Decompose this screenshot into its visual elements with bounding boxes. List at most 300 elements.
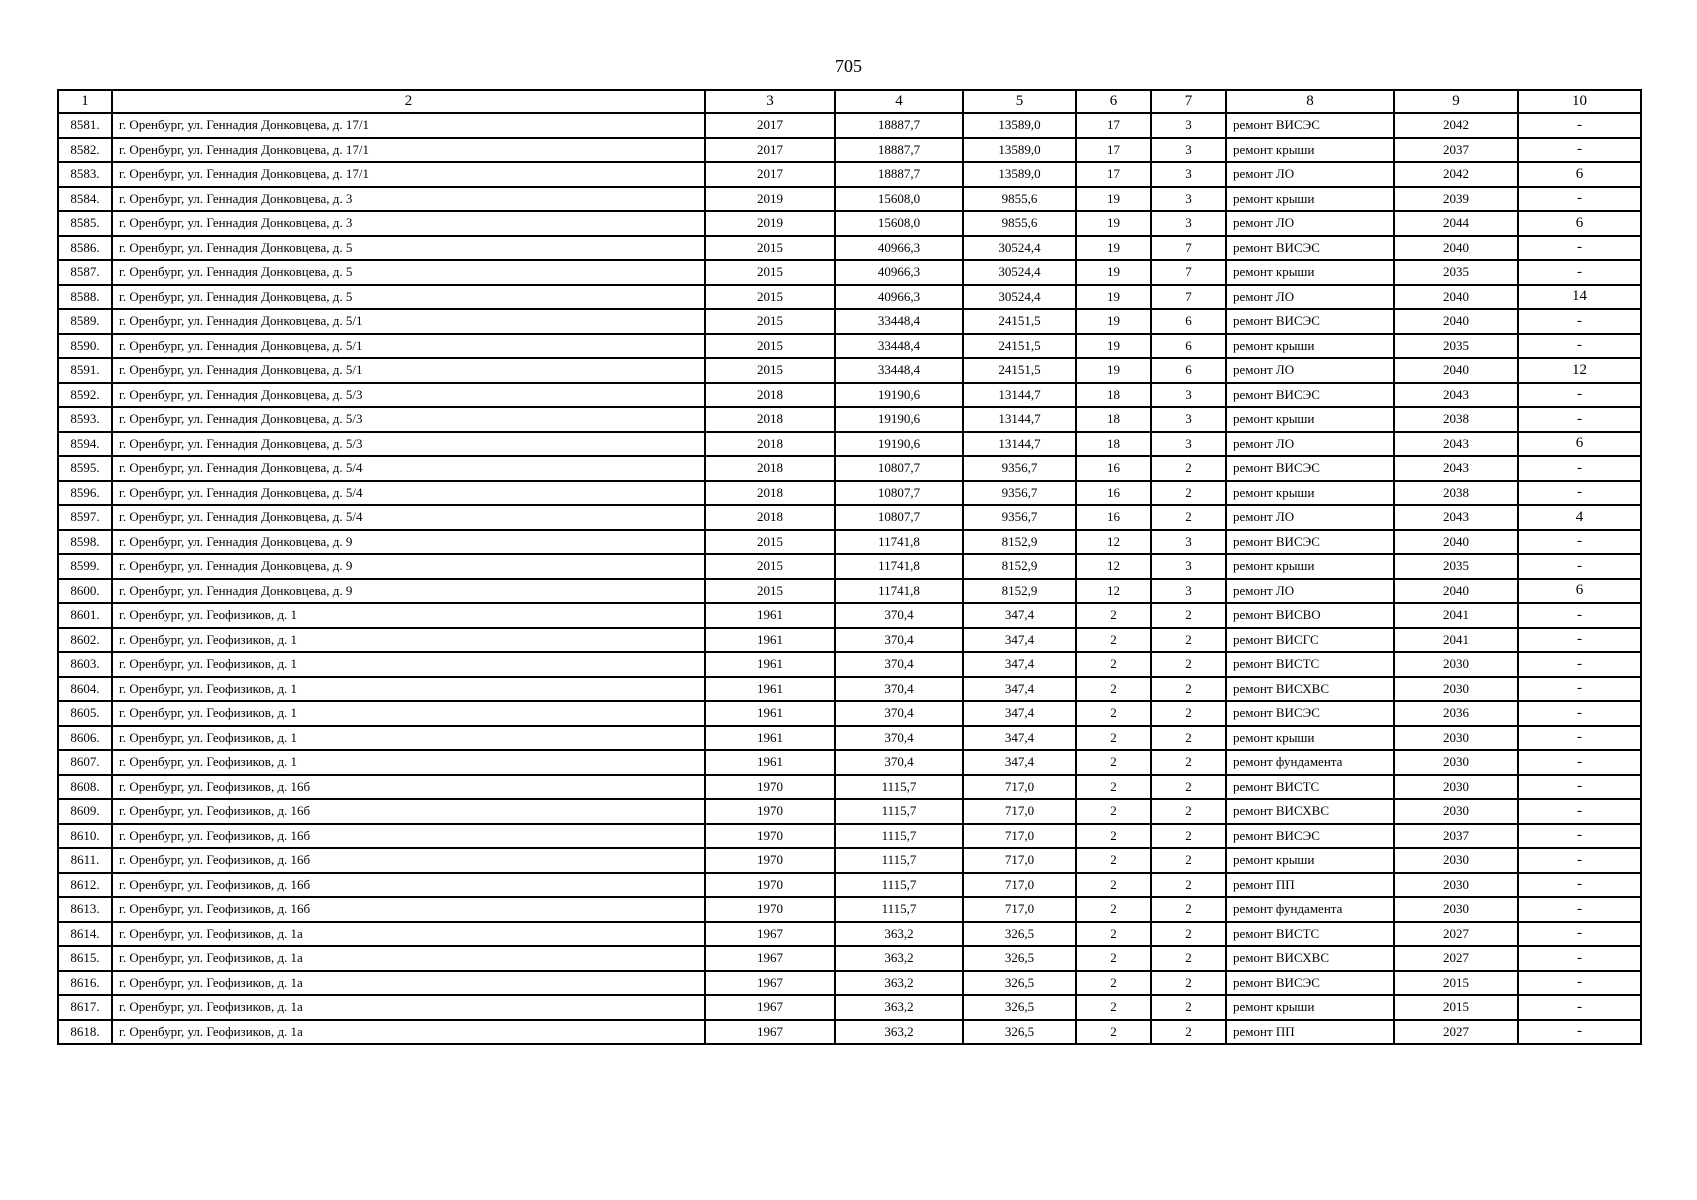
address-cell: г. Оренбург, ул. Геофизиков, д. 1а	[112, 971, 705, 996]
living-area-cell: 347,4	[963, 726, 1076, 751]
row-number-cell: 8607.	[58, 750, 112, 775]
row-number-cell: 8605.	[58, 701, 112, 726]
column-header-5: 5	[963, 90, 1076, 113]
address-cell: г. Оренбург, ул. Геннадия Донковцева, д. 5/1	[112, 358, 705, 383]
planned-year-cell: 2030	[1394, 677, 1518, 702]
work-type-cell: ремонт крыши	[1226, 260, 1394, 285]
year-cell: 1967	[705, 946, 835, 971]
total-area-cell: 10807,7	[835, 481, 963, 506]
living-area-cell: 24151,5	[963, 334, 1076, 359]
table-row	[58, 799, 1641, 824]
column-10-value-cell: -	[1518, 1020, 1641, 1045]
address-cell: г. Оренбург, ул. Геофизиков, д. 1а	[112, 995, 705, 1020]
address-cell: г. Оренбург, ул. Геофизиков, д. 16б	[112, 775, 705, 800]
total-area-cell: 370,4	[835, 603, 963, 628]
table-row	[58, 407, 1641, 432]
floors-cell: 16	[1076, 456, 1151, 481]
entrances-cell: 2	[1151, 505, 1226, 530]
total-area-cell: 363,2	[835, 971, 963, 996]
planned-year-cell: 2040	[1394, 358, 1518, 383]
row-number-cell: 8590.	[58, 334, 112, 359]
living-area-cell: 717,0	[963, 848, 1076, 873]
work-type-cell: ремонт ПП	[1226, 873, 1394, 898]
entrances-cell: 2	[1151, 873, 1226, 898]
living-area-cell: 13589,0	[963, 138, 1076, 163]
work-type-cell: ремонт крыши	[1226, 726, 1394, 751]
row-number-cell: 8593.	[58, 407, 112, 432]
address-cell: г. Оренбург, ул. Геофизиков, д. 16б	[112, 897, 705, 922]
floors-cell: 19	[1076, 285, 1151, 310]
year-cell: 1961	[705, 701, 835, 726]
column-10-value-cell: 14	[1518, 285, 1641, 310]
table-row	[58, 285, 1641, 310]
total-area-cell: 18887,7	[835, 138, 963, 163]
address-cell: г. Оренбург, ул. Геофизиков, д. 16б	[112, 848, 705, 873]
row-number-cell: 8582.	[58, 138, 112, 163]
table-row	[58, 971, 1641, 996]
total-area-cell: 370,4	[835, 677, 963, 702]
entrances-cell: 2	[1151, 946, 1226, 971]
work-type-cell: ремонт ЛО	[1226, 579, 1394, 604]
total-area-cell: 363,2	[835, 1020, 963, 1045]
address-cell: г. Оренбург, ул. Геофизиков, д. 1	[112, 726, 705, 751]
entrances-cell: 6	[1151, 334, 1226, 359]
entrances-cell: 2	[1151, 677, 1226, 702]
floors-cell: 17	[1076, 138, 1151, 163]
column-header-2: 2	[112, 90, 705, 113]
living-area-cell: 717,0	[963, 824, 1076, 849]
column-10-value-cell: -	[1518, 824, 1641, 849]
floors-cell: 12	[1076, 579, 1151, 604]
column-10-value-cell: -	[1518, 260, 1641, 285]
work-type-cell: ремонт ПП	[1226, 1020, 1394, 1045]
row-number-cell: 8598.	[58, 530, 112, 555]
entrances-cell: 3	[1151, 407, 1226, 432]
entrances-cell: 2	[1151, 481, 1226, 506]
column-10-value-cell: -	[1518, 677, 1641, 702]
column-header-4: 4	[835, 90, 963, 113]
address-cell: г. Оренбург, ул. Геофизиков, д. 16б	[112, 799, 705, 824]
planned-year-cell: 2030	[1394, 848, 1518, 873]
table-row	[58, 897, 1641, 922]
living-area-cell: 8152,9	[963, 554, 1076, 579]
row-number-cell: 8585.	[58, 211, 112, 236]
living-area-cell: 13589,0	[963, 162, 1076, 187]
living-area-cell: 326,5	[963, 971, 1076, 996]
planned-year-cell: 2035	[1394, 334, 1518, 359]
planned-year-cell: 2035	[1394, 260, 1518, 285]
column-10-value-cell: -	[1518, 407, 1641, 432]
entrances-cell: 2	[1151, 628, 1226, 653]
floors-cell: 19	[1076, 211, 1151, 236]
living-area-cell: 326,5	[963, 1020, 1076, 1045]
table-row	[58, 358, 1641, 383]
year-cell: 1961	[705, 726, 835, 751]
table-row	[58, 334, 1641, 359]
planned-year-cell: 2037	[1394, 138, 1518, 163]
year-cell: 1967	[705, 922, 835, 947]
entrances-cell: 7	[1151, 236, 1226, 261]
work-type-cell: ремонт ЛО	[1226, 432, 1394, 457]
total-area-cell: 363,2	[835, 946, 963, 971]
entrances-cell: 6	[1151, 358, 1226, 383]
work-type-cell: ремонт ВИСХВС	[1226, 677, 1394, 702]
floors-cell: 2	[1076, 603, 1151, 628]
living-area-cell: 9356,7	[963, 481, 1076, 506]
column-10-value-cell: -	[1518, 995, 1641, 1020]
table-row	[58, 946, 1641, 971]
table-row	[58, 922, 1641, 947]
column-10-value-cell: -	[1518, 554, 1641, 579]
floors-cell: 18	[1076, 383, 1151, 408]
row-number-cell: 8592.	[58, 383, 112, 408]
work-type-cell: ремонт ЛО	[1226, 211, 1394, 236]
row-number-cell: 8595.	[58, 456, 112, 481]
column-10-value-cell: -	[1518, 334, 1641, 359]
address-cell: г. Оренбург, ул. Геннадия Донковцева, д. 5	[112, 260, 705, 285]
column-10-value-cell: -	[1518, 799, 1641, 824]
total-area-cell: 18887,7	[835, 162, 963, 187]
planned-year-cell: 2039	[1394, 187, 1518, 212]
column-10-value-cell: -	[1518, 971, 1641, 996]
address-cell: г. Оренбург, ул. Геннадия Донковцева, д. 9	[112, 554, 705, 579]
floors-cell: 12	[1076, 530, 1151, 555]
living-area-cell: 347,4	[963, 750, 1076, 775]
address-cell: г. Оренбург, ул. Геннадия Донковцева, д. 5/1	[112, 334, 705, 359]
floors-cell: 2	[1076, 677, 1151, 702]
work-type-cell: ремонт крыши	[1226, 138, 1394, 163]
address-cell: г. Оренбург, ул. Геннадия Донковцева, д. 5	[112, 236, 705, 261]
table-row	[58, 579, 1641, 604]
living-area-cell: 13589,0	[963, 113, 1076, 138]
living-area-cell: 717,0	[963, 775, 1076, 800]
floors-cell: 2	[1076, 824, 1151, 849]
planned-year-cell: 2030	[1394, 775, 1518, 800]
address-cell: г. Оренбург, ул. Геннадия Донковцева, д. 17/1	[112, 138, 705, 163]
work-type-cell: ремонт крыши	[1226, 848, 1394, 873]
entrances-cell: 2	[1151, 799, 1226, 824]
table-row	[58, 211, 1641, 236]
table-row	[58, 628, 1641, 653]
row-number-cell: 8610.	[58, 824, 112, 849]
floors-cell: 16	[1076, 505, 1151, 530]
living-area-cell: 347,4	[963, 652, 1076, 677]
floors-cell: 2	[1076, 971, 1151, 996]
column-10-value-cell: -	[1518, 113, 1641, 138]
planned-year-cell: 2043	[1394, 432, 1518, 457]
total-area-cell: 11741,8	[835, 579, 963, 604]
work-type-cell: ремонт ВИСЭС	[1226, 309, 1394, 334]
column-10-value-cell: -	[1518, 873, 1641, 898]
column-10-value-cell: -	[1518, 775, 1641, 800]
row-number-cell: 8611.	[58, 848, 112, 873]
entrances-cell: 2	[1151, 922, 1226, 947]
planned-year-cell: 2037	[1394, 824, 1518, 849]
floors-cell: 17	[1076, 113, 1151, 138]
work-type-cell: ремонт ВИСХВС	[1226, 946, 1394, 971]
year-cell: 2015	[705, 334, 835, 359]
year-cell: 1970	[705, 848, 835, 873]
column-10-value-cell: -	[1518, 383, 1641, 408]
work-type-cell: ремонт ЛО	[1226, 358, 1394, 383]
entrances-cell: 3	[1151, 383, 1226, 408]
planned-year-cell: 2043	[1394, 505, 1518, 530]
address-cell: г. Оренбург, ул. Геофизиков, д. 1	[112, 701, 705, 726]
column-10-value-cell: 12	[1518, 358, 1641, 383]
year-cell: 2015	[705, 285, 835, 310]
address-cell: г. Оренбург, ул. Геннадия Донковцева, д. 9	[112, 579, 705, 604]
column-10-value-cell: -	[1518, 603, 1641, 628]
year-cell: 2015	[705, 260, 835, 285]
planned-year-cell: 2030	[1394, 750, 1518, 775]
entrances-cell: 2	[1151, 824, 1226, 849]
row-number-cell: 8615.	[58, 946, 112, 971]
table-row	[58, 456, 1641, 481]
column-10-value-cell: -	[1518, 236, 1641, 261]
entrances-cell: 2	[1151, 775, 1226, 800]
table-row	[58, 873, 1641, 898]
row-number-cell: 8616.	[58, 971, 112, 996]
column-10-value-cell: -	[1518, 701, 1641, 726]
column-header-3: 3	[705, 90, 835, 113]
year-cell: 2015	[705, 554, 835, 579]
work-type-cell: ремонт крыши	[1226, 407, 1394, 432]
table-row	[58, 995, 1641, 1020]
living-area-cell: 326,5	[963, 995, 1076, 1020]
planned-year-cell: 2040	[1394, 579, 1518, 604]
column-header-7: 7	[1151, 90, 1226, 113]
total-area-cell: 1115,7	[835, 824, 963, 849]
floors-cell: 19	[1076, 334, 1151, 359]
entrances-cell: 2	[1151, 726, 1226, 751]
planned-year-cell: 2041	[1394, 603, 1518, 628]
address-cell: г. Оренбург, ул. Геофизиков, д. 1а	[112, 1020, 705, 1045]
total-area-cell: 15608,0	[835, 211, 963, 236]
living-area-cell: 24151,5	[963, 309, 1076, 334]
planned-year-cell: 2030	[1394, 652, 1518, 677]
living-area-cell: 30524,4	[963, 236, 1076, 261]
work-type-cell: ремонт ВИСЭС	[1226, 701, 1394, 726]
planned-year-cell: 2040	[1394, 285, 1518, 310]
column-10-value-cell: -	[1518, 481, 1641, 506]
column-10-value-cell: 6	[1518, 162, 1641, 187]
row-number-cell: 8584.	[58, 187, 112, 212]
planned-year-cell: 2015	[1394, 995, 1518, 1020]
row-number-cell: 8594.	[58, 432, 112, 457]
floors-cell: 16	[1076, 481, 1151, 506]
year-cell: 2015	[705, 358, 835, 383]
row-number-cell: 8617.	[58, 995, 112, 1020]
planned-year-cell: 2027	[1394, 1020, 1518, 1045]
address-cell: г. Оренбург, ул. Геннадия Донковцева, д. 5/3	[112, 383, 705, 408]
address-cell: г. Оренбург, ул. Геофизиков, д. 1	[112, 677, 705, 702]
entrances-cell: 3	[1151, 162, 1226, 187]
row-number-cell: 8600.	[58, 579, 112, 604]
total-area-cell: 1115,7	[835, 799, 963, 824]
living-area-cell: 30524,4	[963, 285, 1076, 310]
header-row	[58, 90, 1641, 113]
work-type-cell: ремонт ВИСЭС	[1226, 971, 1394, 996]
table-row	[58, 432, 1641, 457]
year-cell: 1970	[705, 873, 835, 898]
total-area-cell: 10807,7	[835, 456, 963, 481]
total-area-cell: 40966,3	[835, 285, 963, 310]
total-area-cell: 370,4	[835, 628, 963, 653]
row-number-cell: 8609.	[58, 799, 112, 824]
total-area-cell: 370,4	[835, 652, 963, 677]
planned-year-cell: 2040	[1394, 309, 1518, 334]
column-10-value-cell: 6	[1518, 579, 1641, 604]
entrances-cell: 2	[1151, 750, 1226, 775]
living-area-cell: 717,0	[963, 799, 1076, 824]
floors-cell: 19	[1076, 358, 1151, 383]
planned-year-cell: 2036	[1394, 701, 1518, 726]
address-cell: г. Оренбург, ул. Геофизиков, д. 1	[112, 750, 705, 775]
floors-cell: 19	[1076, 309, 1151, 334]
living-area-cell: 13144,7	[963, 432, 1076, 457]
year-cell: 2017	[705, 162, 835, 187]
planned-year-cell: 2038	[1394, 407, 1518, 432]
year-cell: 2015	[705, 236, 835, 261]
address-cell: г. Оренбург, ул. Геннадия Донковцева, д. 5/1	[112, 309, 705, 334]
floors-cell: 19	[1076, 260, 1151, 285]
column-10-value-cell: -	[1518, 309, 1641, 334]
table-row	[58, 750, 1641, 775]
table-row	[58, 309, 1641, 334]
living-area-cell: 9356,7	[963, 505, 1076, 530]
column-10-value-cell: -	[1518, 628, 1641, 653]
total-area-cell: 19190,6	[835, 407, 963, 432]
floors-cell: 2	[1076, 995, 1151, 1020]
living-area-cell: 347,4	[963, 701, 1076, 726]
column-10-value-cell: -	[1518, 726, 1641, 751]
column-header-1: 1	[58, 90, 112, 113]
address-cell: г. Оренбург, ул. Геннадия Донковцева, д. 5/4	[112, 456, 705, 481]
address-cell: г. Оренбург, ул. Геннадия Донковцева, д. 17/1	[112, 162, 705, 187]
year-cell: 2019	[705, 211, 835, 236]
work-type-cell: ремонт ВИСГС	[1226, 628, 1394, 653]
row-number-cell: 8588.	[58, 285, 112, 310]
entrances-cell: 3	[1151, 530, 1226, 555]
floors-cell: 19	[1076, 187, 1151, 212]
column-10-value-cell: 6	[1518, 211, 1641, 236]
row-number-cell: 8618.	[58, 1020, 112, 1045]
year-cell: 1961	[705, 652, 835, 677]
living-area-cell: 717,0	[963, 897, 1076, 922]
row-number-cell: 8591.	[58, 358, 112, 383]
living-area-cell: 326,5	[963, 922, 1076, 947]
living-area-cell: 8152,9	[963, 530, 1076, 555]
entrances-cell: 7	[1151, 260, 1226, 285]
planned-year-cell: 2041	[1394, 628, 1518, 653]
floors-cell: 19	[1076, 236, 1151, 261]
total-area-cell: 40966,3	[835, 236, 963, 261]
entrances-cell: 6	[1151, 309, 1226, 334]
entrances-cell: 3	[1151, 211, 1226, 236]
floors-cell: 2	[1076, 726, 1151, 751]
entrances-cell: 3	[1151, 579, 1226, 604]
table-row	[58, 505, 1641, 530]
row-number-cell: 8596.	[58, 481, 112, 506]
living-area-cell: 30524,4	[963, 260, 1076, 285]
entrances-cell: 7	[1151, 285, 1226, 310]
planned-year-cell: 2015	[1394, 971, 1518, 996]
total-area-cell: 15608,0	[835, 187, 963, 212]
entrances-cell: 2	[1151, 1020, 1226, 1045]
table-row	[58, 726, 1641, 751]
address-cell: г. Оренбург, ул. Геофизиков, д. 1	[112, 628, 705, 653]
floors-cell: 12	[1076, 554, 1151, 579]
total-area-cell: 1115,7	[835, 775, 963, 800]
column-10-value-cell: 6	[1518, 432, 1641, 457]
living-area-cell: 9356,7	[963, 456, 1076, 481]
total-area-cell: 370,4	[835, 701, 963, 726]
column-10-value-cell: -	[1518, 138, 1641, 163]
column-10-value-cell: -	[1518, 652, 1641, 677]
year-cell: 2018	[705, 432, 835, 457]
table-row	[58, 260, 1641, 285]
floors-cell: 2	[1076, 750, 1151, 775]
year-cell: 1961	[705, 750, 835, 775]
living-area-cell: 13144,7	[963, 383, 1076, 408]
column-header-8: 8	[1226, 90, 1394, 113]
work-type-cell: ремонт ВИСЭС	[1226, 383, 1394, 408]
address-cell: г. Оренбург, ул. Геннадия Донковцева, д. 17/1	[112, 113, 705, 138]
table-row	[58, 138, 1641, 163]
floors-cell: 2	[1076, 922, 1151, 947]
total-area-cell: 1115,7	[835, 848, 963, 873]
table-row	[58, 481, 1641, 506]
floors-cell: 2	[1076, 628, 1151, 653]
address-cell: г. Оренбург, ул. Геннадия Донковцева, д. 3	[112, 187, 705, 212]
total-area-cell: 370,4	[835, 726, 963, 751]
floors-cell: 2	[1076, 946, 1151, 971]
total-area-cell: 18887,7	[835, 113, 963, 138]
total-area-cell: 33448,4	[835, 309, 963, 334]
address-cell: г. Оренбург, ул. Геннадия Донковцева, д. 5	[112, 285, 705, 310]
address-cell: г. Оренбург, ул. Геннадия Донковцева, д. 3	[112, 211, 705, 236]
row-number-cell: 8601.	[58, 603, 112, 628]
entrances-cell: 3	[1151, 187, 1226, 212]
entrances-cell: 2	[1151, 603, 1226, 628]
work-type-cell: ремонт ВИСВО	[1226, 603, 1394, 628]
total-area-cell: 33448,4	[835, 358, 963, 383]
work-type-cell: ремонт ВИСЭС	[1226, 236, 1394, 261]
year-cell: 1961	[705, 628, 835, 653]
living-area-cell: 9855,6	[963, 211, 1076, 236]
floors-cell: 18	[1076, 407, 1151, 432]
year-cell: 2018	[705, 383, 835, 408]
living-area-cell: 347,4	[963, 677, 1076, 702]
column-header-10: 10	[1518, 90, 1641, 113]
total-area-cell: 33448,4	[835, 334, 963, 359]
row-number-cell: 8602.	[58, 628, 112, 653]
table-row	[58, 187, 1641, 212]
year-cell: 1970	[705, 824, 835, 849]
planned-year-cell: 2038	[1394, 481, 1518, 506]
year-cell: 2018	[705, 481, 835, 506]
year-cell: 2018	[705, 407, 835, 432]
entrances-cell: 2	[1151, 848, 1226, 873]
planned-year-cell: 2030	[1394, 799, 1518, 824]
work-type-cell: ремонт ВИСЭС	[1226, 530, 1394, 555]
work-type-cell: ремонт ЛО	[1226, 285, 1394, 310]
floors-cell: 2	[1076, 1020, 1151, 1045]
table-row	[58, 1020, 1641, 1045]
table-row	[58, 554, 1641, 579]
living-area-cell: 326,5	[963, 946, 1076, 971]
row-number-cell: 8599.	[58, 554, 112, 579]
